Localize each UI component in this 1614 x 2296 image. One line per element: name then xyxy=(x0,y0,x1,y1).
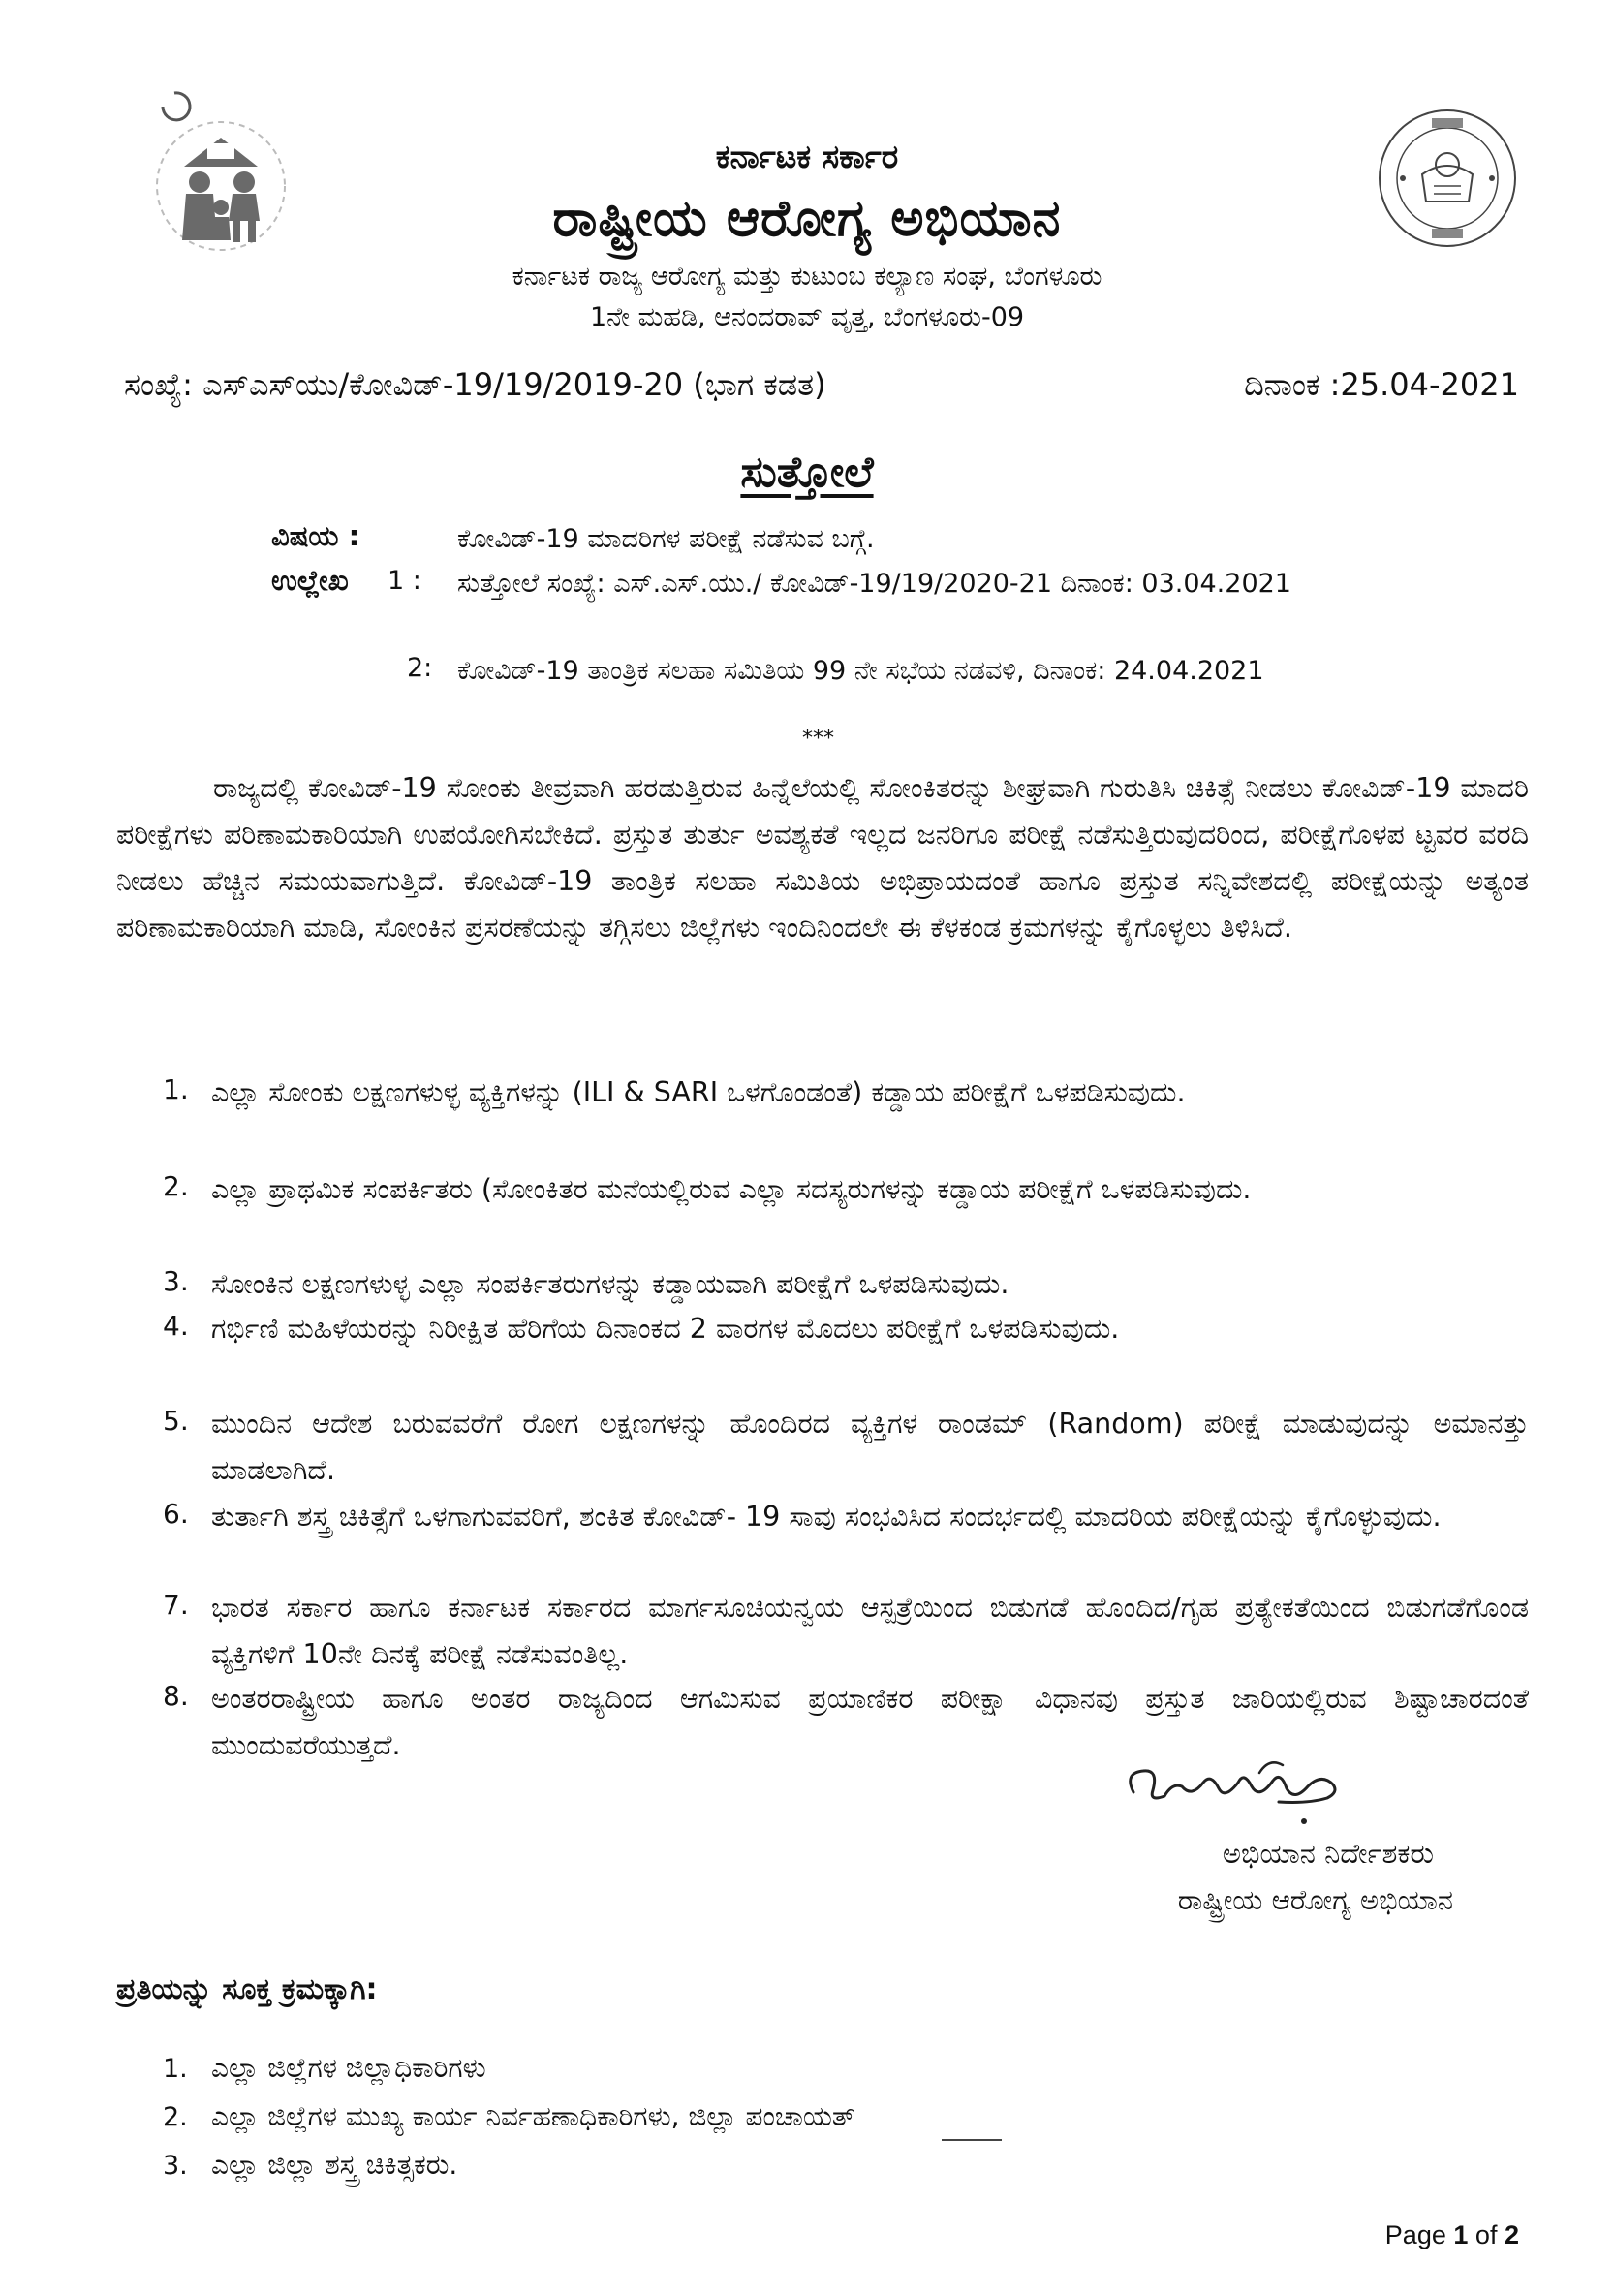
government-name: ಕರ್ನಾಟಕ ಸರ್ಕಾರ xyxy=(715,138,899,175)
list-item-number: 7. xyxy=(163,1589,189,1621)
reference-label: ಉಲ್ಲೇಖ xyxy=(271,564,349,597)
reference-number: ಸಂಖ್ಯೆ: ಎಸ್‌ಎಸ್‌ಯು/ಕೋವಿಡ್-19/19/2019-20 (ಭಾಗ ಕಡತ) xyxy=(124,366,826,403)
list-item-number: 8. xyxy=(163,1680,189,1712)
list-item-number: 5. xyxy=(163,1405,189,1437)
list-item: ಎಲ್ಲಾ ಸೋಂಕು ಲಕ್ಷಣಗಳುಳ್ಳ ವ್ಯಕ್ತಿಗಳನ್ನು (ILI & SARI ಒಳಗೊಂಡಂತೆ) ಕಡ್ಡಾಯ ಪರೀಕ್ಷೆಗೆ ಒಳಪಡಿಸುವುದು. xyxy=(211,1076,1186,1108)
list-item: ಭಾರತ ಸರ್ಕಾರ ಹಾಗೂ ಕರ್ನಾಟಕ ಸರ್ಕಾರದ ಮಾರ್ಗಸೂಚಿಯನ್ವಯ ಆಸ್ಪತ್ರೆಯಿಂದ ಬಿಡುಗಡೆ ಹೊಂದಿದ/ಗೃಹ ಪ್ರತ್ಯೇಕತೆಯಿಂದ ಬಿಡುಗಡೆಗೊಂಡ ವ್ಯಕ್ತಿಗಳಿಗೆ 10ನೇ ದಿನಕ್ಕೆ ಪರೀಕ್ಷೆ ನಡೆಸುವಂತಿಲ್ಲ. xyxy=(211,1592,1529,1670)
page-label: Page xyxy=(1384,2220,1446,2249)
reference-number-1: 1 : xyxy=(388,566,421,596)
pen-mark xyxy=(942,2139,1002,2141)
separator: *** xyxy=(802,727,834,751)
copy-item: ಎಲ್ಲಾ ಜಿಲ್ಲೆಗಳ ಜಿಲ್ಲಾಧಿಕಾರಿಗಳು xyxy=(211,2052,486,2084)
signature-image xyxy=(1114,1744,1376,1831)
reference-number-2: 2: xyxy=(407,653,433,683)
copy-to-heading: ಪ್ರತಿಯನ್ನು ಸೂಕ್ತ ಕ್ರಮಕ್ಕಾಗಿ: xyxy=(116,1972,378,2006)
office-address: 1ನೇ ಮಹಡಿ, ಆನಂದರಾವ್ ವೃತ್ತ, ಬೆಂಗಳೂರು-09 xyxy=(589,302,1025,332)
body-paragraph: ರಾಜ್ಯದಲ್ಲಿ ಕೋವಿಡ್-19 ಸೋಂಕು ತೀವ್ರವಾಗಿ ಹರಡುತ್ತಿರುವ ಹಿನ್ನೆಲೆಯಲ್ಲಿ ಸೋಂಕಿತರನ್ನು ಶೀಘ್ರವಾಗಿ ಗುರುತಿಸಿ ಚಿಕಿತ್ಸೆ ನೀಡಲು ಕೋವಿಡ್-19 ಮಾದರಿ ಪರೀಕ್ಷೆಗಳು ಪರಿಣಾಮಕಾರಿಯಾಗಿ ಉಪಯೋಗಿಸಬೇಕಿದೆ. ಪ್ರಸ್ತುತ ತುರ್ತು ಅವಶ್ಯಕತೆ ಇಲ್ಲದ ಜನರಿಗೂ ಪರೀಕ್ಷೆ ನಡೆಸುತ್ತಿರುವುದರಿಂದ, ಪರೀಕ್ಷೆಗೊಳಪ ಟ್ಟವರ ವರದಿ ನೀಡಲು ಹೆಚ್ಚಿನ ಸಮಯವಾಗುತ್ತಿದೆ. ಕೋವಿಡ್-19 ತಾಂತ್ರಿಕ ಸಲಹಾ ಸಮಿತಿಯ ಅಭಿಪ್ರಾಯದಂತೆ ಹಾಗೂ ಪ್ರಸ್ತುತ ಸನ್ನಿವೇಶದಲ್ಲಿ ಪರೀಕ್ಷೆಯನ್ನು ಅತ್ಯಂತ ಪರಿಣಾಮಕಾರಿಯಾಗಿ ಮಾಡಿ, ಸೋಂಕಿನ ಪ್ರಸರಣೆಯನ್ನು ತಗ್ಗಿಸಲು ಜಿಲ್ಲೆಗಳು ಇಂದಿನಿಂದಲೇ ಈ ಕೆಳಕಂಡ ಕ್ರಮಗಳನ್ನು ಕೈಗೊಳ್ಳಲು ತಿಳಿಸಿದೆ. xyxy=(116,772,1529,944)
society-name: ಕರ್ನಾಟಕ ರಾಜ್ಯ ಆರೋಗ್ಯ ಮತ್ತು ಕುಟುಂಬ ಕಲ್ಯಾಣ ಸಂಘ, ಬೆಂಗಳೂರು xyxy=(512,262,1102,292)
copy-item: ಎಲ್ಲಾ ಜಿಲ್ಲಾ ಶಸ್ತ್ರ ಚಿಕಿತ್ಸಕರು. xyxy=(211,2149,458,2181)
signatory-designation: ಅಭಿಯಾನ ನಿರ್ದೇಶಕರು xyxy=(1222,1837,1434,1870)
copy-item: ಎಲ್ಲಾ ಜಿಲ್ಲೆಗಳ ಮುಖ್ಯ ಕಾರ್ಯ ನಿರ್ವಹಣಾಧಿಕಾರಿಗಳು, ಜಿಲ್ಲಾ ಪಂಚಾಯತ್ xyxy=(211,2100,855,2132)
copy-item-number: 1. xyxy=(163,2054,188,2084)
page-title: ಸುತ್ತೋಲೆ xyxy=(740,448,874,497)
subject-label: ವಿಷಯ : xyxy=(271,519,360,552)
copy-item-number: 3. xyxy=(163,2151,188,2181)
page-of: of xyxy=(1474,2220,1498,2249)
reference-text-2: ಕೋವಿಡ್-19 ತಾಂತ್ರಿಕ ಸಲಹಾ ಸಮಿತಿಯ 99 ನೇ ಸಭೆಯ ನಡವಳಿ, ದಿನಾಂಕ: 24.04.2021 xyxy=(457,656,1264,686)
reference-text-1: ಸುತ್ತೋಲೆ ಸಂಖ್ಯೆ: ಎಸ್.ಎಸ್.ಯು./ ಕೋವಿಡ್-19/19/2020-21 ದಿನಾಂಕ: 03.04.2021 xyxy=(457,569,1291,599)
signatory-organization: ರಾಷ್ಟ್ರೀಯ ಆರೋಗ್ಯ ಅಭಿಯಾನ xyxy=(1177,1883,1453,1916)
list-item: ಸೋಂಕಿನ ಲಕ್ಷಣಗಳುಳ್ಳ ಎಲ್ಲಾ ಸಂಪರ್ಕಿತರುಗಳನ್ನು ಕಡ್ಡಾಯವಾಗಿ ಪರೀಕ್ಷೆಗೆ ಒಳಪಡಿಸುವುದು. xyxy=(211,1268,1009,1300)
subject-text: ಕೋವಿಡ್-19 ಮಾದರಿಗಳ ಪರೀಕ್ಷೆ ನಡೆಸುವ ಬಗ್ಗೆ. xyxy=(457,524,875,554)
page-total: 2 xyxy=(1504,2220,1519,2249)
list-item: ತುರ್ತಾಗಿ ಶಸ್ತ್ರ ಚಿಕಿತ್ಸೆಗೆ ಒಳಗಾಗುವವರಿಗೆ, ಶಂಕಿತ ಕೋವಿಡ್- 19 ಸಾವು ಸಂಭವಿಸಿದ ಸಂದರ್ಭದಲ್ಲಿ ಮಾದರಿಯ ಪರೀಕ್ಷೆಯನ್ನು ಕೈಗೊಳ್ಳುವುದು. xyxy=(211,1501,1442,1533)
page-current: 1 xyxy=(1453,2220,1469,2249)
list-item: ಗರ್ಭಿಣಿ ಮಹಿಳೆಯರನ್ನು ನಿರೀಕ್ಷಿತ ಹೆರಿಗೆಯ ದಿನಾಂಕದ 2 ವಾರಗಳ ಮೊದಲು ಪರೀಕ್ಷೆಗೆ ಒಳಪಡಿಸುವುದು. xyxy=(211,1313,1120,1345)
list-item-number: 3. xyxy=(163,1265,189,1297)
list-item: ಅಂತರರಾಷ್ಟ್ರೀಯ ಹಾಗೂ ಅಂತರ ರಾಜ್ಯದಿಂದ ಆಗಮಿಸುವ ಪ್ರಯಾಣಿಕರ ಪರೀಕ್ಷಾ ವಿಧಾನವು ಪ್ರಸ್ತುತ ಜಾರಿಯಲ್ಲಿರುವ ಶಿಷ್ಟಾಚಾರದಂತೆ ಮುಂದುವರೆಯುತ್ತದೆ. xyxy=(211,1683,1529,1761)
mission-name: ರಾಷ್ಟ್ರೀಯ ಆರೋಗ್ಯ ಅಭಿಯಾನ xyxy=(552,190,1062,248)
nhm-logo-icon xyxy=(124,85,318,279)
list-item-number: 2. xyxy=(163,1170,189,1202)
list-item-number: 1. xyxy=(163,1073,189,1105)
list-item-number: 6. xyxy=(163,1498,189,1530)
copy-item-number: 2. xyxy=(163,2102,188,2132)
list-item: ಮುಂದಿನ ಆದೇಶ ಬರುವವರೆಗೆ ರೋಗ ಲಕ್ಷಣಗಳನ್ನು ಹೊಂದಿರದ ವ್ಯಕ್ತಿಗಳ ರಾಂಡಮ್ (Random) ಪರೀಕ್ಷೆ ಮಾಡುವುದನ್ನು ಅಮಾನತ್ತು ಮಾಡಲಾಗಿದೆ. xyxy=(211,1408,1529,1486)
circular-date: ದಿನಾಂಕ :25.04-2021 xyxy=(1244,366,1519,403)
list-item: ಎಲ್ಲಾ ಪ್ರಾಥಮಿಕ ಸಂಪರ್ಕಿತರು (ಸೋಂಕಿತರ ಮನೆಯಲ್ಲಿರುವ ಎಲ್ಲಾ ಸದಸ್ಯರುಗಳನ್ನು ಕಡ್ಡಾಯ ಪರೀಕ್ಷೆಗೆ ಒಳಪಡಿಸುವುದು. xyxy=(211,1173,1252,1205)
list-item-number: 4. xyxy=(163,1310,189,1342)
page-number xyxy=(1385,2220,1519,2250)
